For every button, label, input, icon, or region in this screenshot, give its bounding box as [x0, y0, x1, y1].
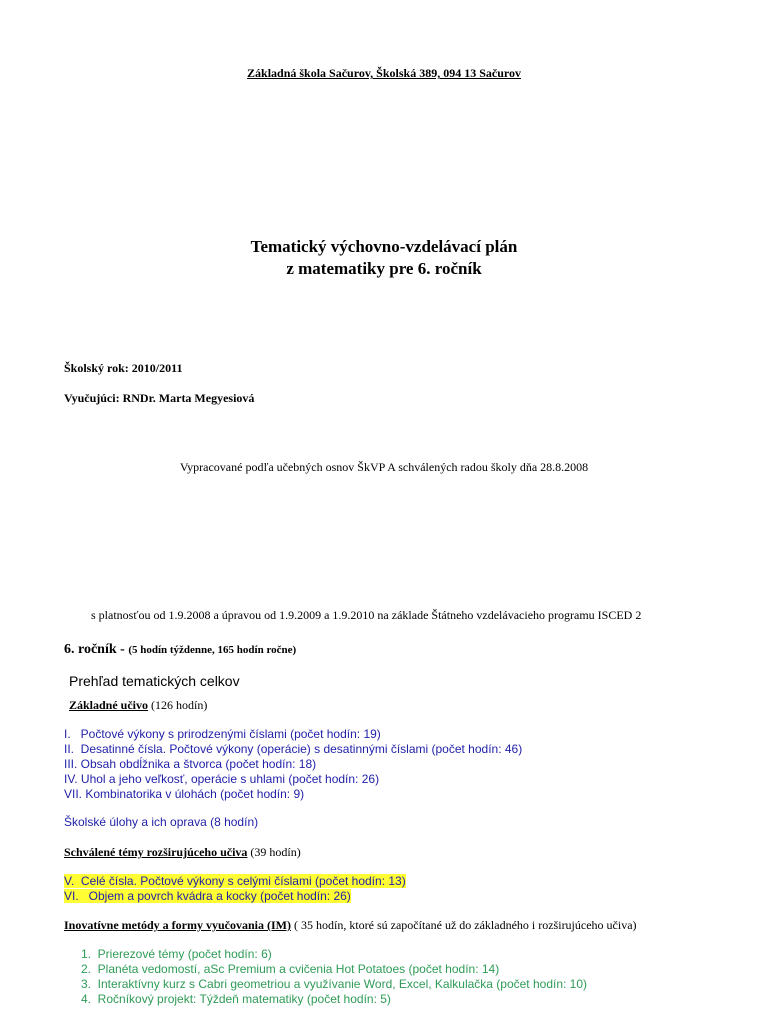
school-year: Školský rok: 2010/2011	[64, 361, 183, 375]
list-item: 1. Prierezové témy (počet hodín: 6)	[81, 947, 272, 961]
extended-hours: (39 hodín)	[250, 845, 301, 859]
list-item: I. Počtové výkony s prirodzenými číslami (počet hodín: 19)	[64, 727, 381, 741]
list-item: VII. Kombinatorika v úlohách (počet hodín: 9)	[64, 787, 305, 801]
list-item: IV. Uhol a jeho veľkosť, operácie s uhlami (počet hodín: 26)	[64, 772, 380, 786]
document-title-line1: Tematický výchovno-vzdelávací plán	[250, 237, 518, 256]
grade-label: 6. ročník -	[64, 642, 125, 657]
list-item: V. Celé čísla. Počtové výkony s celými číslami (počet hodín: 13)	[64, 874, 406, 888]
prepared-note: Vypracované podľa učebných osnov ŠkVP A schválených radou školy dňa 28.8.2008	[179, 460, 589, 474]
list-item: III. Obsah obdĺžnika a štvorca (počet hodín: 18)	[64, 757, 317, 771]
validity-note: s platnosťou od 1.9.2008 a úpravou od 1.9.2009 a 1.9.2010 na základe Štátneho vzdelávacieho programu ISCED 2	[91, 608, 642, 622]
list-item: 3. Interaktívny kurz s Cabri geometriou a využívanie Word, Excel, Kalkulačka (počet hodín: 10)	[81, 977, 588, 991]
overview-title: Prehľad tematických celkov	[69, 673, 240, 689]
list-item: II. Desatinné čísla. Počtové výkony (operácie) s desatinnými číslami (počet hodín: 46)	[64, 742, 523, 756]
innovative-note: ( 35 hodín, ktoré sú započítané už do základného i rozširujúceho učiva)	[293, 918, 637, 932]
list-item: VI. Objem a povrch kvádra a kocky (počet hodín: 26)	[64, 889, 351, 903]
grade-line	[64, 642, 296, 658]
list-item: 4. Ročníkový projekt: Týždeň matematiky (počet hodín: 5)	[81, 992, 391, 1006]
teacher: Vyučujúci: RNDr. Marta Megyesiová	[64, 391, 255, 405]
document-title-line2: z matematiky pre 6. ročník	[286, 259, 482, 278]
innovative-heading-line	[64, 918, 637, 933]
extended-topic-list	[64, 874, 406, 904]
extended-heading-line	[64, 845, 301, 860]
school-header: Základná škola Sačurov, Školská 389, 094 13 Sačurov	[247, 66, 521, 80]
basic-hours: (126 hodín)	[151, 698, 208, 712]
extended-heading: Schválené témy rozširujúceho učiva	[64, 845, 248, 859]
basic-heading-line	[69, 698, 207, 713]
basic-heading: Základné učivo	[69, 698, 149, 712]
innovative-method-list	[81, 947, 587, 1007]
basic-topic-list	[64, 727, 522, 802]
grade-hours: (5 hodín týždenne, 165 hodín ročne)	[128, 644, 297, 656]
list-item: 2. Planéta vedomostí, aSc Premium a cvičenia Hot Potatoes (počet hodín: 14)	[81, 962, 500, 976]
innovative-heading: Inovatívne metódy a formy vyučovania (IM)	[64, 918, 291, 932]
school-tasks: Školské úlohy a ich oprava (8 hodín)	[64, 815, 259, 829]
